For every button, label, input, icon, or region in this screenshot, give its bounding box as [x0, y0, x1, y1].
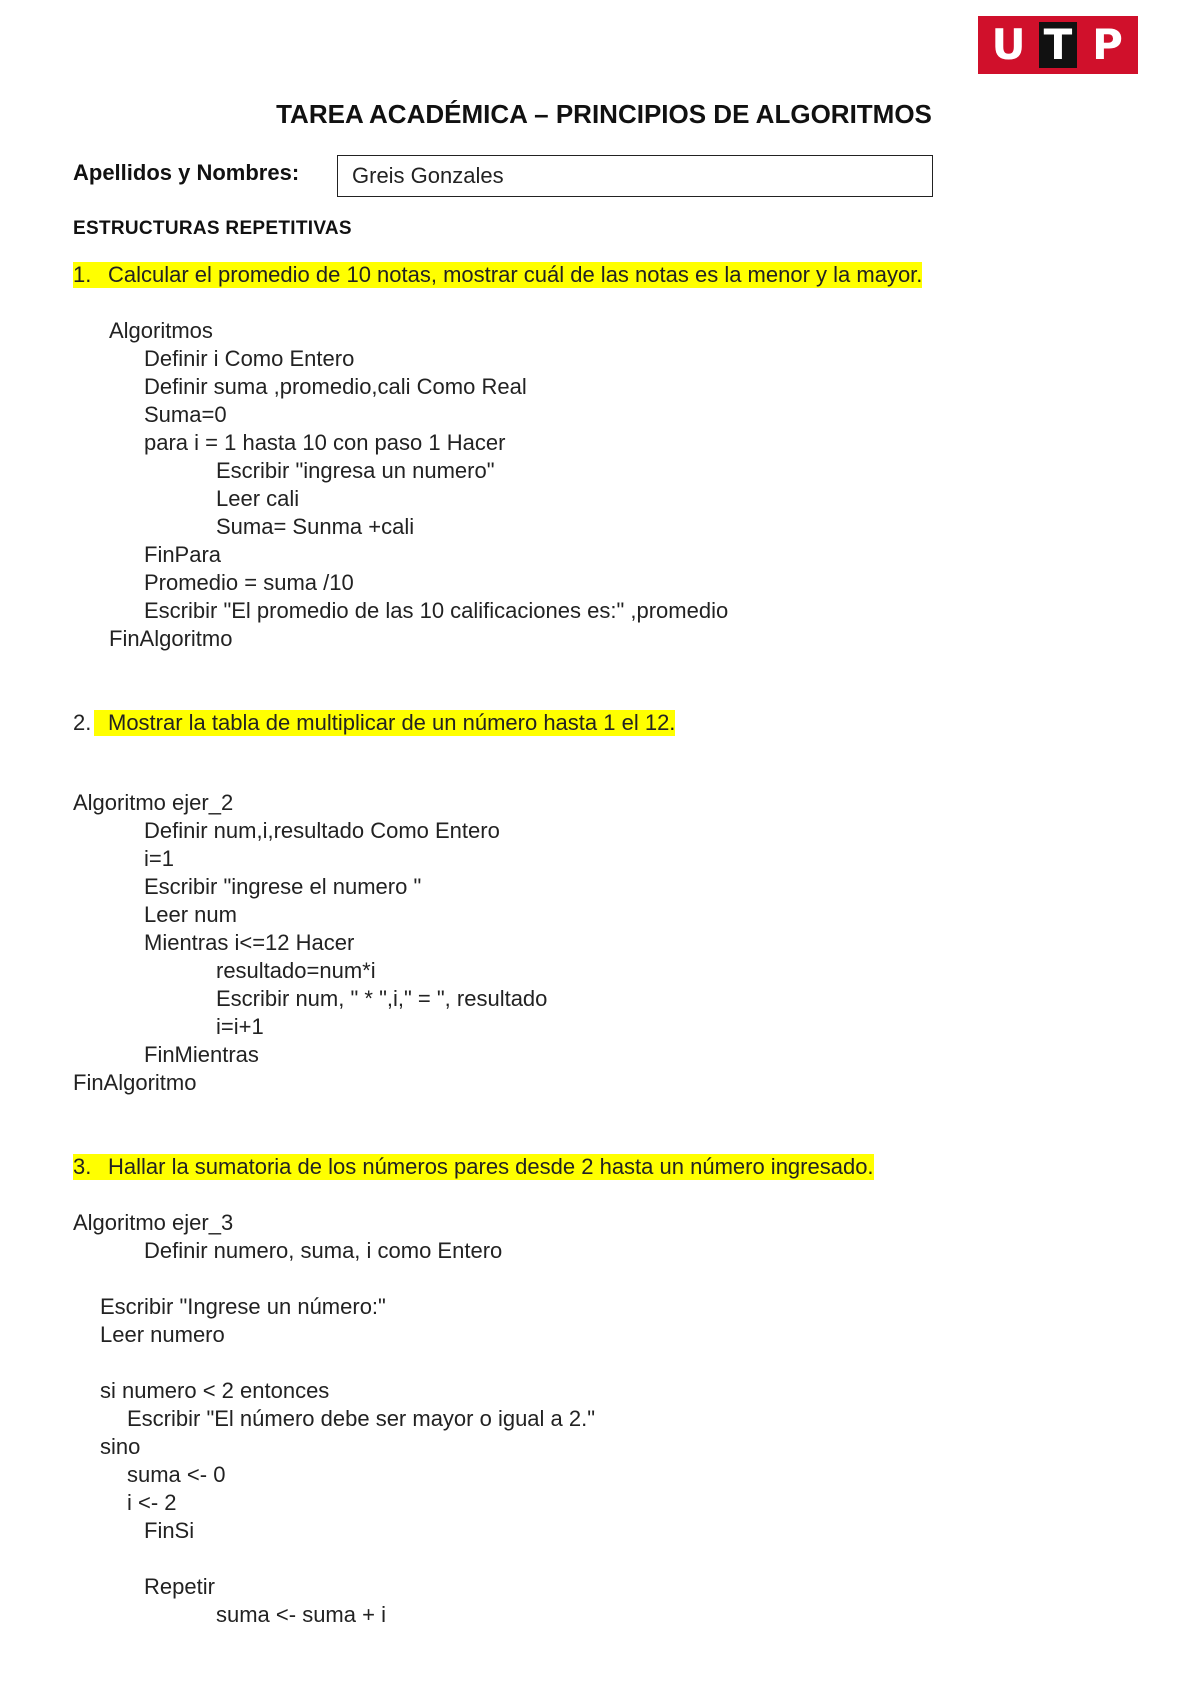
code-line: Escribir num, " * ",i," = ", resultado — [216, 986, 548, 1011]
logo-letter-u: U — [991, 20, 1026, 69]
code-line: Escribir "ingrese el numero " — [144, 874, 422, 899]
code-line: Mientras i<=12 Hacer — [144, 930, 355, 955]
code-line: Leer numero — [100, 1322, 225, 1347]
code-line: Escribir "ingresa un numero" — [216, 458, 495, 483]
code-line: Algoritmo ejer_3 — [73, 1210, 234, 1235]
code-line: i=i+1 — [216, 1014, 264, 1039]
code-line: sino — [100, 1434, 141, 1459]
logo-letter-t: T — [1039, 22, 1077, 68]
logo-letter-p: P — [1092, 20, 1123, 69]
code-line: Leer cali — [216, 486, 300, 511]
code-line: FinPara — [144, 542, 222, 567]
student-name-label: Apellidos y Nombres: — [73, 160, 300, 185]
code-line: FinAlgoritmo — [73, 1070, 197, 1095]
code-line: Escribir "El promedio de las 10 calificaciones es:" ,promedio — [144, 598, 729, 623]
code-line: Definir num,i,resultado Como Entero — [144, 818, 500, 843]
code-line: FinAlgoritmo — [109, 626, 233, 651]
question-2-text: Mostrar la tabla de multiplicar de un número hasta 1 el 12. — [94, 710, 675, 736]
question-3-text: Hallar la sumatoria de los números pares desde 2 hasta un número ingresado. — [108, 1154, 874, 1179]
question-1-number: 1. — [73, 262, 109, 288]
code-line: para i = 1 hasta 10 con paso 1 Hacer — [144, 430, 506, 455]
code-line: i <- 2 — [127, 1490, 177, 1515]
code-line: si numero < 2 entonces — [100, 1378, 330, 1403]
page-title: TAREA ACADÉMICA – PRINCIPIOS DE ALGORITMOS — [276, 99, 932, 129]
code-line: FinSi — [144, 1518, 195, 1543]
code-line: Suma= Sunma +cali — [216, 514, 415, 539]
code-line: FinMientras — [144, 1042, 259, 1067]
utp-logo — [978, 16, 1138, 74]
code-line: Suma=0 — [144, 402, 227, 427]
code-line: Algoritmo ejer_2 — [73, 790, 234, 815]
code-line: Escribir "Ingrese un número:" — [100, 1294, 386, 1319]
code-line: Escribir "El número debe ser mayor o igual a 2." — [127, 1406, 596, 1431]
code-line: suma <- suma + i — [216, 1602, 386, 1627]
question-3-number: 3. — [73, 1154, 109, 1180]
code-line: Promedio = suma /10 — [144, 570, 354, 595]
section-heading: ESTRUCTURAS REPETITIVAS — [73, 218, 352, 239]
code-line: suma <- 0 — [127, 1462, 226, 1487]
question-1-text: Calcular el promedio de 10 notas, mostrar cuál de las notas es la menor y la mayor. — [108, 262, 923, 287]
code-line: Leer num — [144, 902, 237, 927]
code-line: Algoritmos — [109, 318, 213, 343]
question-2-number: 2. — [73, 710, 92, 735]
code-line: resultado=num*i — [216, 958, 376, 983]
code-line: i=1 — [144, 846, 174, 871]
student-name-field[interactable]: Greis Gonzales — [337, 155, 933, 197]
code-line: Definir numero, suma, i como Entero — [144, 1238, 503, 1263]
code-line: Repetir — [144, 1574, 215, 1599]
code-line: Definir suma ,promedio,cali Como Real — [144, 374, 527, 399]
code-line: Definir i Como Entero — [144, 346, 355, 371]
